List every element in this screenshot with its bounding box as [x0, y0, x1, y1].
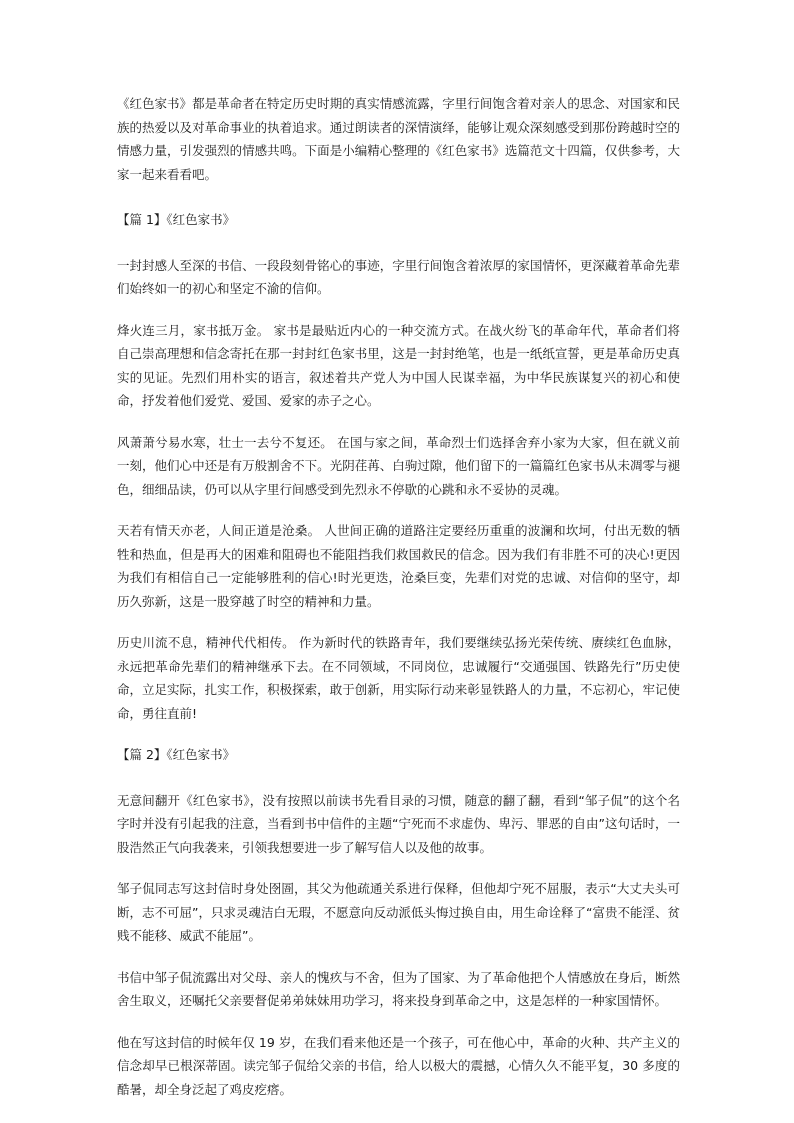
section-1-paragraph: 风萧萧兮易水寒，壮士一去兮不复还。 在国与家之间，革命烈士们选择舍弃小家为大家，但在就义前一刻，他们心中还是有万般割舍不下。光阴荏苒、白驹过隙，他们留下的一篇篇红色家书从未凋零与褪色，细细品读，仍可以从字里行间感受到先烈永不停歇的心跳和永不妥协的灵魂。 [117, 434, 680, 497]
intro-paragraph: 《红色家书》都是革命者在特定历史时期的真实情感流露，字里行间饱含着对亲人的思念、对国家和民族的热爱以及对革命事业的执着追求。通过朗读者的深情演绎，能够让观众深刻感受到那份跨越时空的情感力量，引发强烈的情感共鸣。下面是小编精心整理的《红色家书》选篇范文十四篇，仅供参考，大家一起来看看吧。 [117, 96, 680, 182]
section-2-heading: 【篇 2】《红色家书》 [117, 747, 236, 762]
section-1-paragraph: 天若有情天亦老，人间正道是沧桑。 人世间正确的道路注定要经历重重的波澜和坎坷，付出无数的牺牲和热血，但是再大的困难和阻碍也不能阻挡我们救国救民的信念。因为我们有非胜不可的决心!更因为我们有相信自己一定能够胜利的信心!时光更迭，沧桑巨变，先辈们对党的忠诚、对信仰的坚守，却历久弥新，这是一股穿越了时空的精神和力量。 [117, 523, 680, 609]
section-1-paragraph: 一封封感人至深的书信、一段段刻骨铭心的事迹，字里行间饱含着浓厚的家国情怀，更深藏着革命先辈们始终如一的初心和坚定不渝的信仰。 [117, 257, 680, 296]
section-2-paragraph: 无意间翻开《红色家书》，没有按照以前读书先看目录的习惯，随意的翻了翻，看到“邹子侃”的这个名字时并没有引起我的注意，当看到书中信件的主题“宁死而不求虚伪、卑污、罪恶的自由”这句话时，一股浩然正气向我袭来，引领我想要进一步了解写信人以及他的故事。 [117, 792, 680, 855]
document-page [117, 92, 680, 1101]
section-2-paragraph: 邹子侃同志写这封信时身处囹圄，其父为他疏通关系进行保释，但他却宁死不屈服，表示“大丈夫头可断，志不可屈”，只求灵魂洁白无瑕，不愿意向反动派低头悔过换自由，用生命诠释了“富贵不能淫、贫贱不能移、威武不能屈”。 [117, 881, 680, 943]
section-2-paragraph: 他在写这封信的时候年仅 19 岁，在我们看来他还是一个孩子，可在他心中，革命的火种、共产主义的信念却早已根深蒂固。读完邹子侃给父亲的书信，给人以极大的震撼，心情久久不能平复，30 多度的酷暑，却全身泛起了鸡皮疙瘩。 [117, 1034, 680, 1097]
section-2-paragraph: 书信中邹子侃流露出对父母、亲人的愧疚与不舍，但为了国家、为了革命他把个人情感放在身后，断然舍生取义，还嘱托父亲要督促弟弟妹妹用功学习，将来投身到革命之中，这是怎样的一种家国情怀。 [117, 969, 680, 1008]
section-1-paragraph: 烽火连三月，家书抵万金。 家书是最贴近内心的一种交流方式。在战火纷飞的革命年代，革命者们将自己崇高理想和信念寄托在那一封封红色家书里，这是一封封绝笔，也是一纸纸宣誓，更是革命历史真实的见证。先烈们用朴实的语言，叙述着共产党人为中国人民谋幸福，为中华民族谋复兴的初心和使命，抒发着他们爱党、爱国、爱家的赤子之心。 [117, 322, 680, 408]
section-1-heading: 【篇 1】《红色家书》 [117, 212, 236, 227]
section-1-paragraph: 历史川流不息，精神代代相传。 作为新时代的铁路青年，我们要继续弘扬光荣传统、赓续红色血脉，永远把革命先辈们的精神继承下去。在不同领域，不同岗位，忠诚履行“交通强国、铁路先行”历史使命，立足实际，扎实工作，积极探索，敢于创新，用实际行动来彰显铁路人的力量，不忘初心，牢记使命，勇往直前! [117, 635, 680, 721]
